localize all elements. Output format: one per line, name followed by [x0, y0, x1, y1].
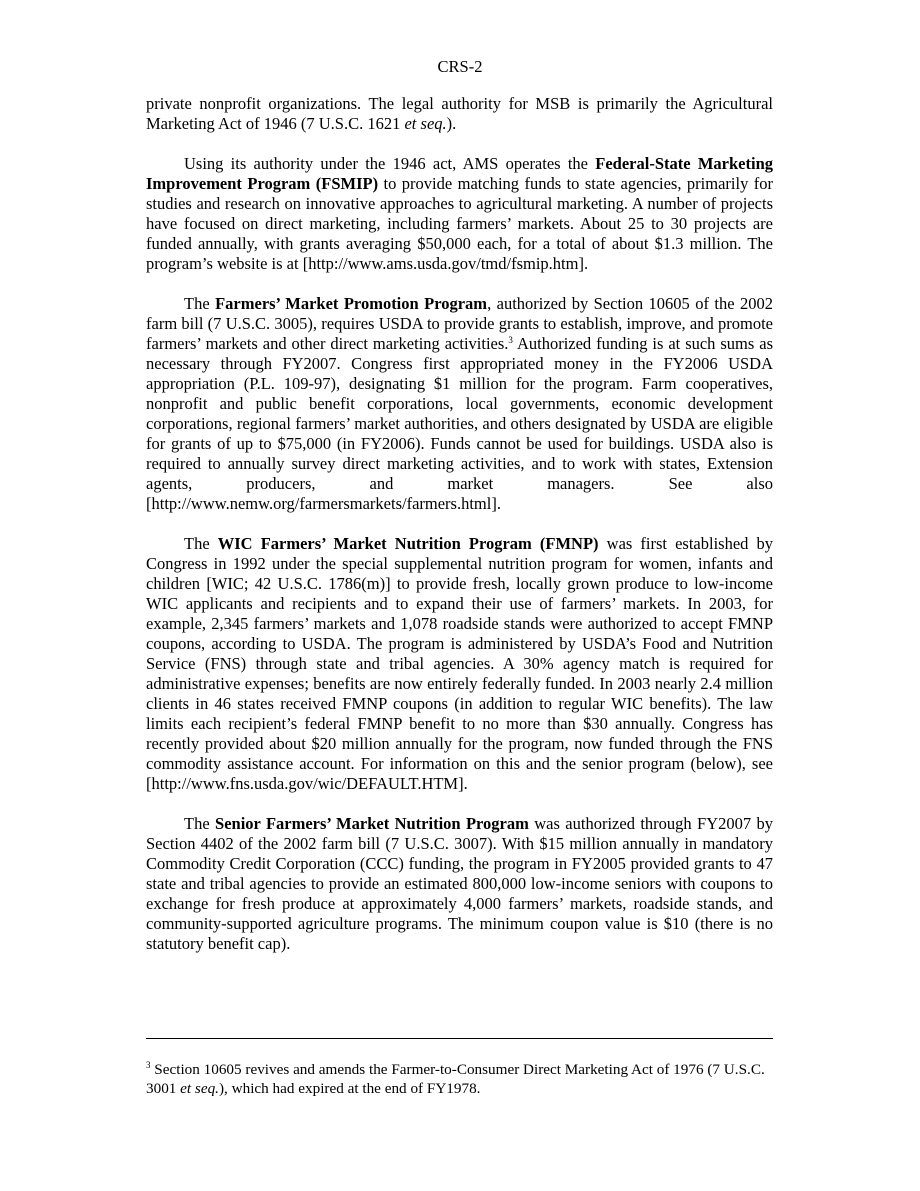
paragraph-fsmip — [146, 154, 773, 274]
paragraph-text: , authorized by Section 10605 of the 2002 farm bill (7 U.S.C. 3005), requires USDA to provide grants to establish, improve, and promote farmers’ markets and other direct marketing activities. — [146, 294, 774, 353]
program-name-fmpp: Farmers’ Market Promotion Program — [215, 294, 488, 313]
footnote-reference[interactable]: 3 — [508, 335, 513, 345]
paragraph-text: The — [184, 534, 218, 553]
paragraph-text: The — [184, 814, 216, 833]
page-header — [0, 57, 920, 77]
paragraph-text: was first established by Congress in 1992 under the special supplemental nutrition program for women, infants and children [WIC; 42 U.S.C. 1786(m)] to provide fresh, locally grown produce to low-income WIC applicants and recipients and to expand their use of farmers’ markets. In 2003, for example, 2,345 farmers’ markets and 1,078 roadside stands were authorized to accept FMNP coupons, according to USDA. The program is administered by USDA’s Food and Nutrition Service (FNS) through state and tribal agencies. A 30% agency match is required for administrative expenses; benefits are now entirely federally funded. In 2003 nearly 2.4 million clients in 46 states received FMNP coupons (in addition to regular WIC benefits). The law limits each recipient’s federal FMNP benefit to no more than $30 annually. Congress has recently provided about $20 million annually for the program, now funded through the FNS commodity assistance account. For information on this and the senior program (below), see [http://www.fns.usda.gov/wic/DEFAULT.HTM]. — [146, 534, 774, 793]
program-name-fsmip: Federal-State Marketing Improvement Program (FSMIP) — [146, 154, 773, 193]
paragraph-text: The — [184, 294, 216, 313]
paragraph-wic-fmnp — [146, 534, 773, 794]
paragraph-text: Authorized funding is at such sums as necessary through FY2007. Congress first appropriated money in the FY2006 USDA appropriation (P.L. 109-97), designating $1 million for the program. Farm cooperatives, nonprofit and public benefit corporations, local governments, economic development corporations, regional farmers’ market authorities, and others designated by USDA are eligible for grants of up to $75,000 (in FY2006). Funds cannot be used for buildings. USDA also is required to annually survey direct marketing activities, and to work with states, Extension agents, producers, and market managers. See also [http://www.nemw.org/farmersmarkets/farmers.html]. — [146, 334, 773, 513]
paragraph-text: Using its authority under the 1946 act, AMS operates the — [184, 154, 596, 173]
paragraph-text: ). — [446, 114, 457, 133]
italic-text: et seq. — [180, 1080, 219, 1097]
footnote-text: ), which had expired at the end of FY1978. — [218, 1080, 481, 1097]
page-number: CRS-2 — [437, 57, 483, 76]
paragraph-text: private nonprofit organizations. The legal authority for MSB is primarily the Agricultural Marketing Act of 1946 (7 U.S.C. 1621 — [146, 94, 773, 133]
footnote-divider — [146, 1038, 773, 1039]
paragraph-senior-fmnp — [146, 814, 773, 954]
program-name-wic-fmnp: WIC Farmers’ Market Nutrition Program (FMNP) — [217, 534, 599, 553]
footnote — [146, 1060, 773, 1098]
paragraph-fmpp — [146, 294, 773, 514]
footnote-text: Section 10605 revives and amends the Farmer-to-Consumer Direct Marketing Act of 1976 (7 U.S.C. 3001 — [146, 1061, 765, 1097]
program-name-senior-fmnp: Senior Farmers’ Market Nutrition Program — [215, 814, 529, 833]
paragraph-text: was authorized through FY2007 by Section 4402 of the 2002 farm bill (7 U.S.C. 3007). With $15 million annually in mandatory Commodity Credit Corporation (CCC) funding, the program in FY2005 provided grants to 47 state and tribal agencies to provide an estimated 800,000 low-income seniors with coupons to exchange for fresh produce at approximately 4,000 farmers’ markets, roadside stands, and community-supported agriculture programs. The minimum coupon value is $10 (there is no statutory benefit cap). — [146, 814, 773, 953]
footnote-number: 3 — [146, 1060, 151, 1070]
italic-text: et seq. — [404, 114, 447, 133]
body-text — [146, 94, 773, 974]
paragraph-text: to provide matching funds to state agencies, primarily for studies and research on innovative approaches to agricultural marketing. A number of projects have focused on direct marketing, including farmers’ markets. About 25 to 30 projects are funded annually, with grants averaging $50,000 each, for a total of about $1.3 million. The program’s website is at [http://www.ams.usda.gov/tmd/fsmip.htm]. — [146, 174, 773, 273]
paragraph-msb-continuation — [146, 94, 773, 134]
